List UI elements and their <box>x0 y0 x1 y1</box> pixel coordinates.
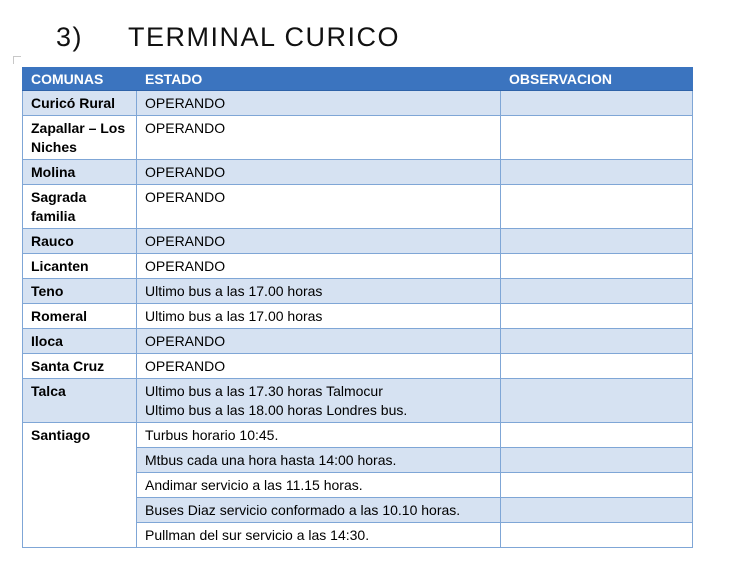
comuna-cell: Sagrada familia <box>23 185 137 229</box>
comuna-cell: Santiago <box>23 423 137 548</box>
observacion-cell <box>501 523 693 548</box>
observacion-cell <box>501 254 693 279</box>
table-row <box>23 185 693 229</box>
estado-cell: Pullman del sur servicio a las 14:30. <box>137 523 501 548</box>
observacion-cell <box>501 473 693 498</box>
cell-text-line: Ultimo bus a las 17.00 horas <box>145 308 323 324</box>
table-row <box>23 354 693 379</box>
observacion-cell <box>501 185 693 229</box>
observacion-cell <box>501 379 693 423</box>
cell-text-line: OPERANDO <box>145 333 226 349</box>
estado-cell <box>137 160 501 185</box>
estado-cell: Mtbus cada una hora hasta 14:00 horas. <box>137 448 501 473</box>
comuna-cell: Rauco <box>23 229 137 254</box>
section-number: 3) <box>56 22 84 52</box>
estado-cell: Andimar servicio a las 11.15 horas. <box>137 473 501 498</box>
comuna-cell: Talca <box>23 379 137 423</box>
page-title <box>56 22 400 53</box>
estado-cell <box>137 91 501 116</box>
estado-cell <box>137 379 501 423</box>
comuna-cell: Molina <box>23 160 137 185</box>
observacion-cell <box>501 116 693 160</box>
observacion-cell <box>501 329 693 354</box>
cell-text-line: Ultimo bus a las 17.00 horas <box>145 283 323 299</box>
observacion-cell <box>501 229 693 254</box>
estado-cell <box>137 354 501 379</box>
cell-text-line: OPERANDO <box>145 233 226 249</box>
comuna-cell: Romeral <box>23 304 137 329</box>
table-row <box>23 116 693 160</box>
estado-cell <box>137 116 501 160</box>
column-header-observacion: OBSERVACION <box>501 67 693 91</box>
table-row <box>23 160 693 185</box>
estado-cell: Turbus horario 10:45. <box>137 423 501 448</box>
column-header-estado: ESTADO <box>137 67 501 91</box>
table-row <box>23 279 693 304</box>
table-row <box>23 304 693 329</box>
column-header-comunas: COMUNAS <box>23 67 137 91</box>
terminal-status-table <box>22 67 693 548</box>
comuna-cell: Teno <box>23 279 137 304</box>
estado-cell: Buses Diaz servicio conformado a las 10.10 horas. <box>137 498 501 523</box>
observacion-cell <box>501 279 693 304</box>
cell-text-line: OPERANDO <box>145 258 226 274</box>
table-row <box>23 379 693 423</box>
comuna-cell: Iloca <box>23 329 137 354</box>
cell-text-line: OPERANDO <box>145 189 226 205</box>
table-row <box>23 329 693 354</box>
cell-text-line: OPERANDO <box>145 95 226 111</box>
estado-cell <box>137 304 501 329</box>
observacion-cell <box>501 304 693 329</box>
observacion-cell <box>501 448 693 473</box>
table-header-row <box>23 67 693 91</box>
observacion-cell <box>501 354 693 379</box>
table-row <box>23 254 693 279</box>
cell-text-line: Ultimo bus a las 18.00 horas Londres bus. <box>145 402 408 418</box>
observacion-cell <box>501 423 693 448</box>
estado-cell <box>137 185 501 229</box>
observacion-cell <box>501 160 693 185</box>
comuna-cell: Santa Cruz <box>23 354 137 379</box>
cell-text-line: Ultimo bus a las 17.30 horas Talmocur <box>145 383 383 399</box>
estado-cell <box>137 254 501 279</box>
table-row <box>23 229 693 254</box>
cell-text-line: OPERANDO <box>145 120 226 136</box>
comuna-cell: Zapallar – Los Niches <box>23 116 137 160</box>
comuna-cell: Licanten <box>23 254 137 279</box>
table-row <box>23 91 693 116</box>
corner-mark <box>13 56 21 64</box>
cell-text-line: OPERANDO <box>145 358 226 374</box>
observacion-cell <box>501 498 693 523</box>
section-title: TERMINAL CURICO <box>128 22 401 52</box>
estado-cell <box>137 279 501 304</box>
observacion-cell <box>501 91 693 116</box>
table-body <box>23 91 693 548</box>
comuna-cell: Curicó Rural <box>23 91 137 116</box>
estado-cell <box>137 229 501 254</box>
cell-text-line: OPERANDO <box>145 164 226 180</box>
table-row <box>23 423 693 448</box>
estado-cell <box>137 329 501 354</box>
